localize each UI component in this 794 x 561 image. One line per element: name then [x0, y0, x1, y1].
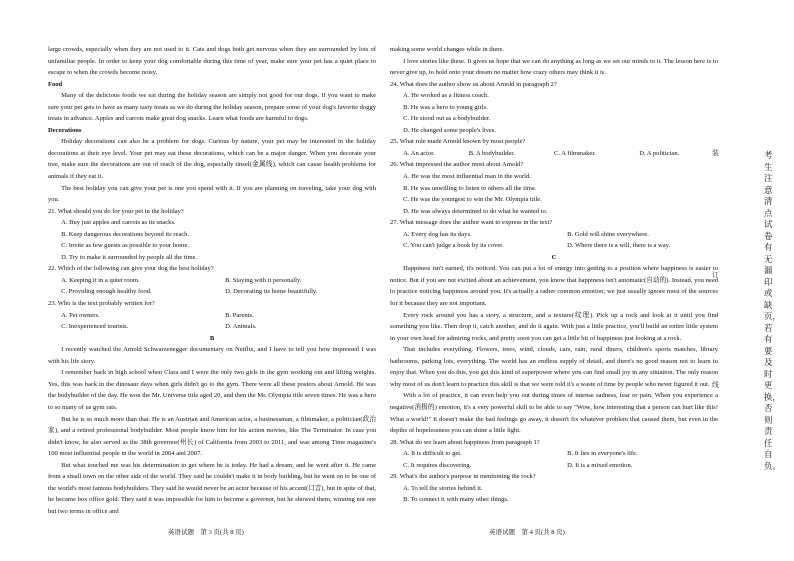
option: D. Animals. — [225, 323, 257, 331]
option: C. He was the youngest to win the Mr. Olympia title. — [403, 196, 542, 204]
question-26: 26. What impressed the author most about Arnold? — [390, 161, 524, 169]
binding-mark-zhuang: 装 — [712, 149, 719, 157]
option: B. He was unwilling to listen to others all the time. — [403, 184, 537, 192]
option: B. Parents. — [225, 311, 254, 319]
option: A. An actor. — [403, 149, 435, 157]
paragraph: The best holiday you can give your pet is one you spend with it. If you are planning on traveling, take your dog with you. — [48, 184, 376, 204]
question-23: 23. Who is the text probably written for? — [48, 300, 155, 308]
option: B. A bodybuilder. — [468, 149, 515, 157]
option: B. It lies in everyone's life. — [567, 450, 638, 458]
option: A. Keeping it in a quiet room. — [61, 276, 140, 284]
option: B. Gold will shine everywhere. — [567, 230, 649, 238]
paragraph: Happiness isn't earned, it's noticed. You can put a lot of energy into getting to a position where happiness is easier to notice. But if you are not excited about an achievement, you know that happiness isn't automatic(自动的). Instead, you need to practice noticing happiness around you. It's actually a rather common emotion; we just usually ignore most of the sources for it because they are not important. — [390, 265, 718, 308]
question-25: 25. What role made Arnold known by most people? — [390, 138, 526, 146]
option-row — [390, 148, 718, 160]
option: A. To tell the stories behind it. — [403, 484, 483, 492]
binding-mark-ding: 订 — [712, 271, 719, 279]
paragraph: Every rock around you has a story, a structure, and a texture(纹理). Pick up a rock and look at it until you find something you like. Then drop it, catch another, and do it again. With just a little practice, you'll build an entire little system in your own head for admiring rocks, and pretty soon you can get a little bit of happiness just looking at a rock. — [390, 311, 718, 342]
left-column — [48, 44, 376, 517]
paragraph: But what touched me was his determination to get where he is today. He had a dream, and he went after it. He came from a small town on the other side of the world. They said he couldn't make it in body building, but he went on to be one of the world's most famous bodybuilders. They said he would never be an actor because of his accent(口音), but in spite of that, he became box office gold. They said it was impossible for him to become a governor, but he showed them, winning not one but two terms in office and — [48, 461, 376, 515]
option: D. Where there is a will, there is a way. — [567, 242, 671, 250]
option: A. Buy just apples and carrots as its snacks. — [61, 219, 176, 227]
paragraph: That includes everything. Flowers, trees, wind, clouds, cars, rain, rural diners, children's sports matches, library bathrooms, parking lots, everything. The world has an endless supply of detail, and there's no good reason not to learn to enjoy that. When you do this, you get this kind of superpower where you can find small joy in any situation. The only reason why most of us don't learn to practice this skill is that we were told it's a waste of time by people who never figured it out. — [390, 346, 718, 388]
section-heading-food: Food — [48, 80, 63, 88]
page-footer-left: 英语试题 第 3 页(共 8 页) — [168, 529, 244, 536]
right-column — [390, 44, 718, 506]
option: B. Keep dangerous decorations beyond its reach. — [61, 230, 190, 238]
paragraph: I remember back in high school when Clara and I were the only two girls in the gym working out and lifting weights. Yes, this was back in the dinosaur days when girls didn't go to the gym. There were all these posters about Arnold. He was the bodybuilder of the day. He won the Mr. Universe title aged 20, and then the Mr. Olympia title seven times. He was a hero to so many of us gym rats. — [48, 369, 376, 411]
option: B. To connect it with many other things. — [403, 496, 509, 504]
option: B. He was a hero to young girls. — [403, 103, 488, 111]
page-footer-right: 英语试题 第 4 页(共 8 页) — [489, 529, 565, 536]
option: C. It requires discovering. — [403, 461, 472, 469]
option: C. You can't judge a book by its cover. — [403, 242, 504, 250]
option: D. It is a mixed emotion. — [567, 461, 633, 469]
question-29: 29. What's the author's purpose in mentioning the rock? — [390, 473, 536, 481]
option: A. It is difficult to get. — [403, 450, 462, 458]
option: A. Every dog has its days. — [403, 230, 472, 238]
option: C. Providing enough healthy food. — [61, 288, 152, 296]
paragraph: making some world changes while in there. — [390, 46, 504, 53]
option: D. Decorating its home beautifully. — [225, 288, 318, 296]
option: D. Try to make it surrounded by people all the time. — [61, 253, 198, 261]
option: A. He worked as a fitness coach. — [403, 92, 489, 100]
paragraph: I recently watched the Arnold Schwarzenegger documentary on Netflix, and I have to tell you how impressed I was with his life story. — [48, 346, 376, 365]
option: D. He changed some people's lives. — [403, 126, 497, 134]
option: C. He stood out as a bodybuilder. — [403, 115, 491, 123]
option-row — [390, 460, 718, 472]
option-row — [390, 448, 718, 460]
option: D. He was always determined to do what he wanted to. — [403, 207, 548, 215]
paragraph: large crowds, especially when they are not used to it. Cats and dogs both get nervous when they are surrounded by lots of unfamiliar people. In order to keep your dog comfortable during this time of year, make sure your pet has a quiet place to escape to when the crowds become noisy. — [48, 46, 376, 77]
option: B. Staying with it personally. — [225, 276, 302, 284]
section-heading-decorations: Decorations — [48, 126, 82, 134]
question-22: 22. Which of the following can give your dog the best holiday? — [48, 265, 214, 273]
paragraph: I love stories like these. It gives us hope that we can do anything as long as we set our minds to it. The lesson here is to never give up, to hold onto your dream no matter how crazy others may think it is. — [390, 57, 718, 77]
option-row — [48, 275, 376, 287]
option-row — [48, 310, 376, 322]
paragraph: But he is so much more than that. He is an Austrian and American actor, a businessman, a filmmaker, a politician(政治家), and a retired professional bodybuilder. Most people know him for his action movies, like The Terminator. In case you didn't know, he also served as the 38th governor(州长) of California from 2003 to 2011, and was among Time magazine's 100 most influential people in the world in 2004 and 2007. — [48, 415, 376, 458]
section-label-c: C — [551, 253, 557, 261]
binding-mark-xian: 线 — [712, 381, 719, 389]
question-24: 24. What does the author show us about Arnold in paragraph 2? — [390, 80, 557, 88]
paragraph: Holiday decorations can also be a problem for dogs. Curious by nature, your pet may be interested in the holiday decorations at their eye level. Your pet may eat these decorations, which can be a major danger. When you decorate your tree, make sure the decorations are out of reach of the dog, especially tinsel(金属线), which can cause health problems for animals if they eat it. — [48, 138, 376, 181]
examinee-notice: 考生注意清点试卷有无漏印或缺页，若有要及时更换，否则责任自负。 — [764, 150, 781, 471]
option-row — [48, 321, 376, 333]
option: C. Invite as few guests as possible to your home. — [61, 242, 189, 250]
section-label-b: B — [209, 334, 215, 342]
option-row — [390, 229, 718, 241]
option: D. A politician. — [639, 149, 680, 157]
option: C. Inexperienced tourists. — [61, 323, 129, 331]
question-27: 27. What message does the author want to express in the text? — [390, 219, 553, 227]
option: A. He was the most influential man in the world. — [403, 173, 531, 181]
question-21: 21. What should you do for your pet in the holiday? — [48, 207, 184, 215]
option: A. Pet owners. — [61, 311, 100, 319]
paragraph: Many of the delicious foods we eat during the holiday season are simply not good for our dogs. If you want to make sure your pet gets to have as many tasty treats as we do during the holiday season, prepare some of your dog's favorite doggy treats in advance. Apples and carrots make great dog snacks. Learn what foods are harmful to dogs. — [48, 92, 376, 123]
paragraph: With a lot of practice, it can even help you out during times of intense sadness, fear or pain. When you experience a negative(消极的) emotion, it's a very powerful skill to be able to say "Wow, how interesting that a person can hurt like this! What a world!" It doesn't make the bad feelings go away, it doesn't fix whatever problem that caused them, but even in the depths of hopelessness you can shine a little light. — [390, 392, 718, 435]
option-row — [48, 286, 376, 298]
option-row — [390, 240, 718, 252]
option: C. A filmmaker. — [553, 149, 596, 157]
question-28: 28. What do we learn about happiness from paragraph 1? — [390, 438, 540, 446]
